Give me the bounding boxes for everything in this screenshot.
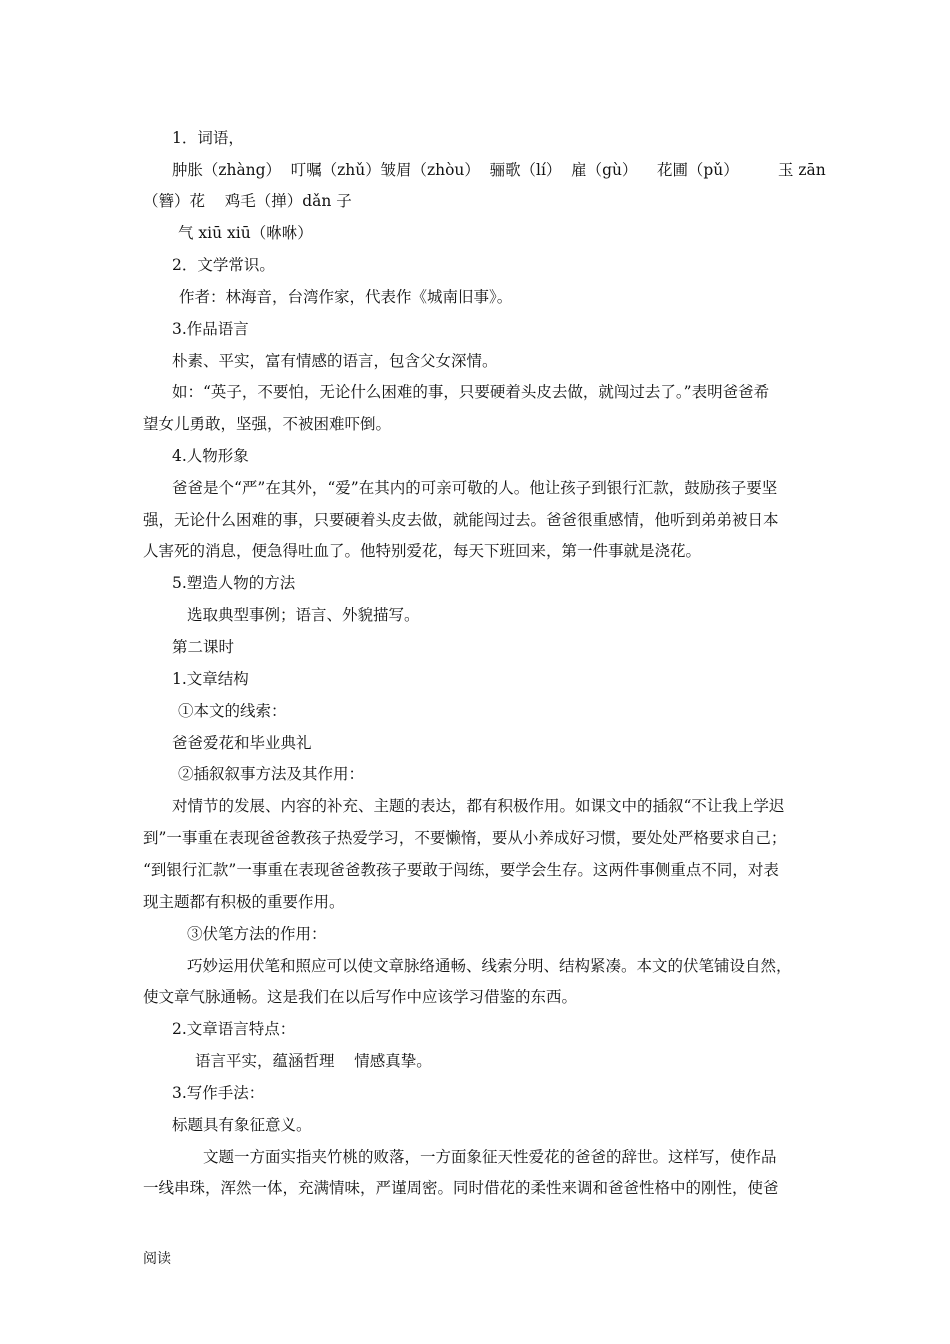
text-line: 1．词语， bbox=[172, 129, 244, 147]
text-line: 1.文章结构 bbox=[172, 670, 249, 688]
text-line: 到”一事重在表现爸爸教孩子热爱学习，不要懒惰，要从小养成好习惯，要处处严格要求自己； bbox=[143, 829, 787, 847]
text-line: 2.文章语言特点： bbox=[172, 1020, 296, 1038]
text-line: 语言平实，蕴涵哲理 情感真挚。 bbox=[195, 1052, 432, 1070]
text-line: 爸爸爱花和毕业典礼 bbox=[172, 734, 312, 752]
text-line: 3.写作手法： bbox=[172, 1084, 265, 1102]
text-line: 现主题都有积极的重要作用。 bbox=[143, 893, 345, 911]
text-line: 选取典型事例；语言、外貌描写。 bbox=[187, 606, 420, 624]
text-line: 第二课时 bbox=[172, 638, 235, 656]
text-line: 2．文学常识。 bbox=[172, 256, 275, 274]
text-line: 肿胀（zhàng） 叮嘱（zhǔ）皱眉（zhòu） 骊歌（lí） 雇（gù） 花圃（pǔ） 玉 zān bbox=[172, 161, 826, 179]
text-line: 文题一方面实指夹竹桃的败落，一方面象征天性爱花的爸爸的辞世。这样写，使作品 bbox=[203, 1148, 777, 1166]
text-line: 作者：林海音，台湾作家，代表作《城南旧事》。 bbox=[179, 288, 513, 306]
text-line: ②插叙叙事方法及其作用： bbox=[178, 765, 365, 783]
text-line: 望女儿勇敢，坚强，不被困难吓倒。 bbox=[143, 415, 392, 433]
text-line: 5.塑造人物的方法 bbox=[172, 574, 296, 592]
text-line: 一线串珠，浑然一体，充满情味，严谨周密。同时借花的柔性来调和爸爸性格中的刚性，使爸 bbox=[143, 1179, 779, 1197]
text-line: ①本文的线索： bbox=[178, 702, 287, 720]
text-line: 气 xiū xiū（咻咻） bbox=[178, 224, 313, 242]
text-line: （簪）花 鸡毛（掸）dǎn 子 bbox=[143, 192, 352, 210]
text-line: 4.人物形象 bbox=[172, 447, 249, 465]
text-line: 巧妙运用伏笔和照应可以使文章脉络通畅、线索分明、结构紧凑。本文的伏笔铺设自然， bbox=[187, 957, 792, 975]
text-line: 3.作品语言 bbox=[172, 320, 249, 338]
text-line: ③伏笔方法的作用： bbox=[187, 925, 327, 943]
text-line: “到银行汇款”一事重在表现爸爸教孩子要敢于闯练，要学会生存。这两件事侧重点不同，对表 bbox=[143, 861, 779, 879]
text-line: 爸爸是个“严”在其外，“爱”在其内的可亲可敬的人。他让孩子到银行汇款，鼓励孩子要坚 bbox=[172, 479, 778, 497]
text-line: 对情节的发展、内容的补充、主题的表达，都有积极作用。如课文中的插叙“不让我上学迟 bbox=[172, 797, 785, 815]
text-line: 使文章气脉通畅。这是我们在以后写作中应该学习借鉴的东西。 bbox=[143, 988, 578, 1006]
page-footer: 阅读 bbox=[143, 1251, 171, 1267]
text-line: 朴素、平实，富有情感的语言，包含父女深情。 bbox=[172, 352, 498, 370]
text-line: 强，无论什么困难的事，只要硬着头皮去做，就能闯过去。爸爸很重感情，他听到弟弟被日本 bbox=[143, 511, 779, 529]
text-line: 标题具有象征意义。 bbox=[172, 1116, 312, 1134]
text-line: 人害死的消息，便急得吐血了。他特别爱花，每天下班回来，第一件事就是浇花。 bbox=[143, 542, 702, 560]
text-line: 如：“英子，不要怕，无论什么困难的事，只要硬着头皮去做，就闯过去了。”表明爸爸希 bbox=[172, 383, 770, 401]
